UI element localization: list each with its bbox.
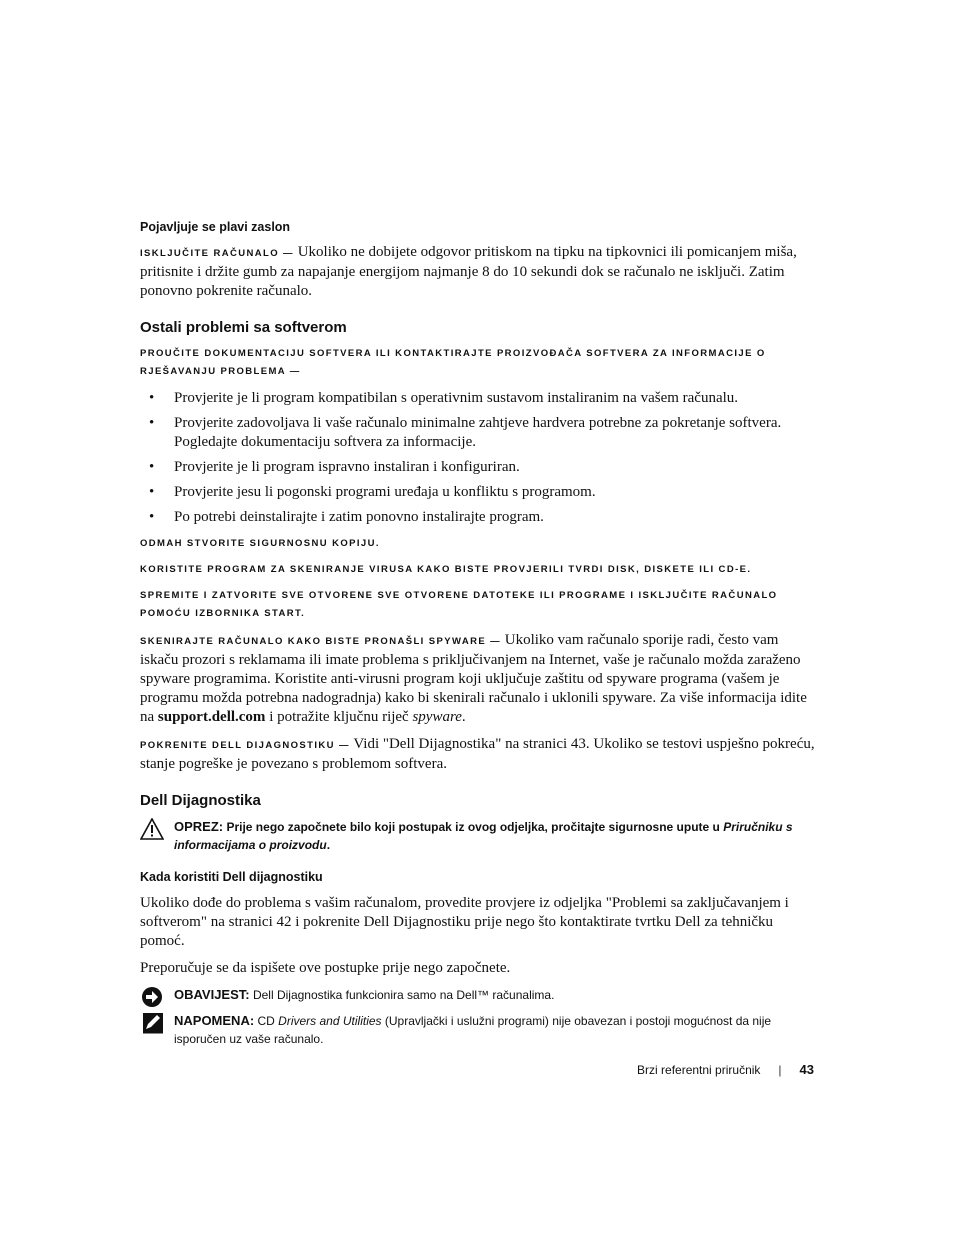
item-head: ISKLJUČITE RAČUNALO —: [140, 248, 294, 259]
diag-head: POKRENITE DELL DIJAGNOSTIKU —: [140, 740, 350, 751]
page-number: 43: [799, 1062, 814, 1077]
list-item: • Po potrebi deinstalirajte i zatim ponovno instalirajte program.: [149, 509, 544, 525]
paragraph-print: Preporučuje se da ispišete ove postupke prije nego započnete.: [140, 960, 511, 976]
list-item: • Provjerite je li program ispravno instaliran i konfiguriran.: [149, 459, 520, 475]
heading-backup: ODMAH STVORITE SIGURNOSNU KOPIJU.: [140, 538, 380, 549]
section-title-other-software: Ostali problemi sa softverom: [140, 319, 347, 336]
list-item: • Provjerite zadovoljava li vaše računalo minimalne zahtjeve hardvera potrebne za pokretanje softvera. Pogledajte dokumentaciju softvera za informacije.: [149, 415, 782, 450]
heading-save-close: SPREMITE I ZATVORITE SVE OTVORENE SVE OTVORENE DATOTEKE ILI PROGRAME I ISKLJUČITE RAČUNALO POMOĆU IZBORNIKA START.: [140, 590, 778, 619]
notice-label: OBAVIJEST:: [174, 987, 250, 1002]
bullet-icon: •: [149, 509, 155, 525]
bullet-icon: •: [149, 484, 155, 500]
product-info-guide: Priručniku s informacijama o proizvodu: [174, 820, 793, 852]
bullet-icon: •: [149, 459, 155, 475]
bullet-icon: •: [149, 415, 155, 431]
caution-label: OPREZ:: [174, 819, 224, 834]
heading-virus-scan: KORISTITE PROGRAM ZA SKENIRANJE VIRUSA KAKO BISTE PROVJERILI TVRDI DISK, DISKETE ILI CD-E.: [140, 564, 752, 575]
arrow-circle-icon: [140, 986, 164, 1008]
spyware-head: SKENIRAJTE RAČUNALO KAKO BISTE PRONAŠLI SPYWARE —: [140, 636, 502, 647]
note-label: NAPOMENA:: [174, 1013, 255, 1028]
footer-title: Brzi referentni priručnik: [637, 1062, 761, 1077]
bullet-list: [140, 389, 815, 527]
item-text: Ukoliko ne dobijete odgovor pritiskom na tipku na tipkovnici ili pomicanjem miša, pritisnite i držite gumb za napajanje energijom najmanje 8 do 10 sekundi dok se računalo ne isključi. Zatim ponovno pokrenite računalo.: [140, 244, 797, 299]
list-item: • Provjerite jesu li pogonski programi uređaja u konfliktu s programom.: [149, 484, 596, 500]
paragraph-when-to-use: Ukoliko dođe do problema s vašim računalom, provedite provjere iz odjeljka "Problemi sa zaključavanjem i softverom" na stranici 42 i pokrenite Dell Dijagnostiku prije nego što kontaktirate tvrtku Dell za tehničku pomoć.: [140, 895, 789, 949]
page-content: [140, 220, 815, 1056]
page-footer: [637, 1062, 814, 1077]
notice-box: OBAVIJEST: Dell Dijagnostika funkcionira samo na Dell™ računalima.: [140, 986, 815, 1004]
item-turn-off: [140, 243, 815, 301]
item-run-diagnostics: POKRENITE DELL DIJAGNOSTIKU — Vidi "Dell Dijagnostika" na stranici 43. Ukoliko se testovi uspješno pokreću, stanje pogreške je povezano s problemom softvera.: [140, 736, 815, 772]
spyware-keyword: spyware: [412, 709, 462, 725]
footer-separator: |: [778, 1062, 782, 1077]
warning-triangle-icon: [140, 818, 164, 840]
item-spyware: SKENIRAJTE RAČUNALO KAKO BISTE PRONAŠLI SPYWARE — Ukoliko vam računalo sporije radi, često vam iskaču prozori s reklamama ili imate problema s priključivanjem na Internet, vaše je računalo možda zaraženo spyware programima. Koristite anti-virusni program koji uključuje zaštitu od spyware programa (vašem je programu možda potrebna nadogradnja) kako bi skenirali računalo i uklonili spyware. Za više informacija idite na support.dell.com i potražite ključnu riječ spyware.: [140, 632, 807, 725]
drivers-utilities: Drivers and Utilities: [278, 1014, 382, 1028]
subhead-when-to-use: Kada koristiti Dell dijagnostiku: [140, 870, 323, 884]
support-link[interactable]: support.dell.com: [157, 709, 266, 725]
subhead-blue-screen: Pojavljuje se plavi zaslon: [140, 220, 291, 234]
section-title-dell-diagnostics: Dell Dijagnostika: [140, 792, 261, 809]
pencil-note-icon: [140, 1012, 164, 1034]
note-box: NAPOMENA: CD Drivers and Utilities (Upravljački i uslužni programi) nije obavezan i postoji mogućnost da nije isporučen uz vaše računalo.: [140, 1012, 815, 1048]
bullet-icon: •: [149, 390, 155, 406]
heading-check-documentation: PROUČITE DOKUMENTACIJU SOFTVERA ILI KONTAKTIRAJTE PROIZVOĐAČA SOFTVERA ZA INFORMACIJE O RJEŠAVANJU PROBLEMA —: [140, 348, 766, 377]
caution-box: OPREZ: Prije nego započnete bilo koji postupak iz ovog odjeljka, pročitajte sigurnosne upute u Priručniku s informacijama o proizvodu.: [140, 818, 815, 854]
list-item: • Provjerite je li program kompatibilan s operativnim sustavom instaliranim na vašem računalu.: [149, 390, 739, 406]
